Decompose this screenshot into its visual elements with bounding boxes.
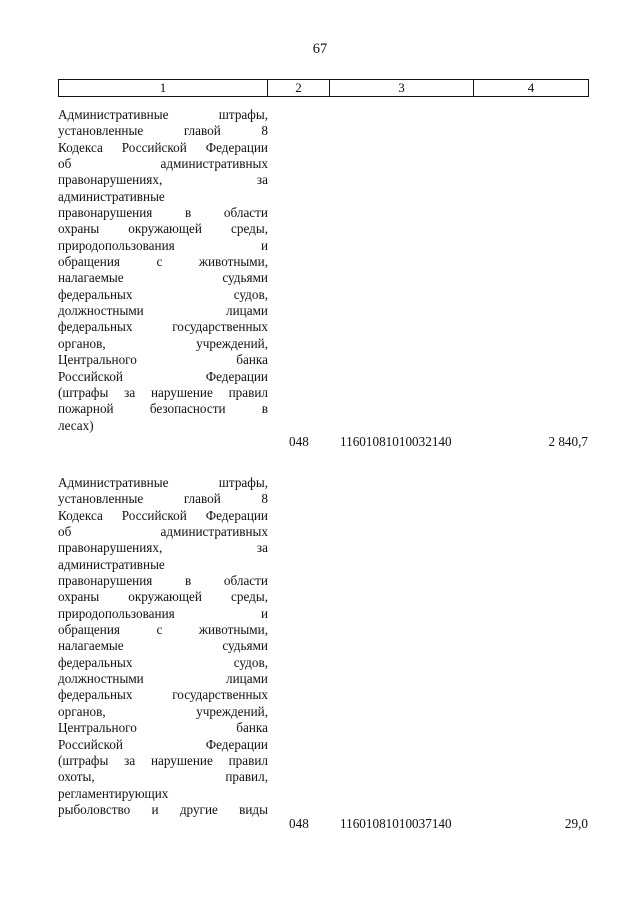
page-number: 67 [312, 41, 328, 57]
description-line: установленные главой 8 [58, 123, 268, 139]
description-line: правонарушениях, за [58, 172, 268, 188]
description-line: (штрафы за нарушение правил [58, 384, 268, 400]
description-line: должностными лицами [58, 671, 268, 687]
row-amount: 2 840,7 [548, 434, 588, 449]
description-line: Российской Федерации [58, 368, 268, 384]
description-line: Российской Федерации [58, 736, 268, 752]
description-line: Центрального банка [58, 720, 268, 736]
description-line: органов, учреждений, [58, 335, 268, 351]
description-line: правонарушения в области [58, 205, 268, 221]
row-classification-code: 11601081010032140 [340, 434, 452, 449]
description-line: регламентирующих [58, 785, 169, 801]
row-code: 048 [289, 816, 309, 831]
column-number-3: 3 [330, 80, 474, 97]
description-line: природопользования и [58, 605, 268, 621]
column-header-row [58, 79, 589, 97]
description-line: должностными лицами [58, 303, 268, 319]
description-line: федеральных государственных [58, 319, 268, 335]
description-line: охраны окружающей среды, [58, 589, 268, 605]
description-line: природопользования и [58, 237, 268, 253]
description-line: об административных [58, 156, 268, 172]
description-line: Административные штрафы, [58, 475, 268, 490]
description-line: лесах) [58, 417, 94, 433]
column-number-2: 2 [268, 80, 330, 97]
row-classification-code: 11601081010037140 [340, 816, 452, 831]
description-line: обращения с животными, [58, 622, 268, 638]
description-line: охраны окружающей среды, [58, 221, 268, 237]
description-line: правонарушениях, за [58, 540, 268, 556]
description-line: федеральных судов, [58, 654, 268, 670]
description-line: налагаемые судьями [58, 270, 268, 286]
description-line: обращения с животными, [58, 254, 268, 270]
description-line: охоты, правил, [58, 769, 268, 785]
description-line: федеральных судов, [58, 286, 268, 302]
description-line: Административные штрафы, [58, 107, 268, 122]
description-line: рыболовство и другие виды [58, 801, 268, 817]
description-line: пожарной безопасности в [58, 401, 268, 417]
row-description [58, 475, 268, 818]
row-description [58, 107, 268, 434]
description-line: органов, учреждений, [58, 703, 268, 719]
column-number-1: 1 [59, 80, 268, 97]
description-line: установленные главой 8 [58, 491, 268, 507]
description-line: административные [58, 188, 165, 204]
row-amount: 29,0 [564, 816, 588, 831]
column-number-4: 4 [474, 80, 589, 97]
description-line: административные [58, 556, 165, 572]
description-line: Кодекса Российской Федерации [58, 507, 268, 523]
description-line: федеральных государственных [58, 687, 268, 703]
description-line: Центрального банка [58, 352, 268, 368]
description-line: (штрафы за нарушение правил [58, 752, 268, 768]
description-line: налагаемые судьями [58, 638, 268, 654]
description-line: Кодекса Российской Федерации [58, 139, 268, 155]
row-code: 048 [289, 434, 309, 449]
description-line: об административных [58, 524, 268, 540]
description-line: правонарушения в области [58, 573, 268, 589]
